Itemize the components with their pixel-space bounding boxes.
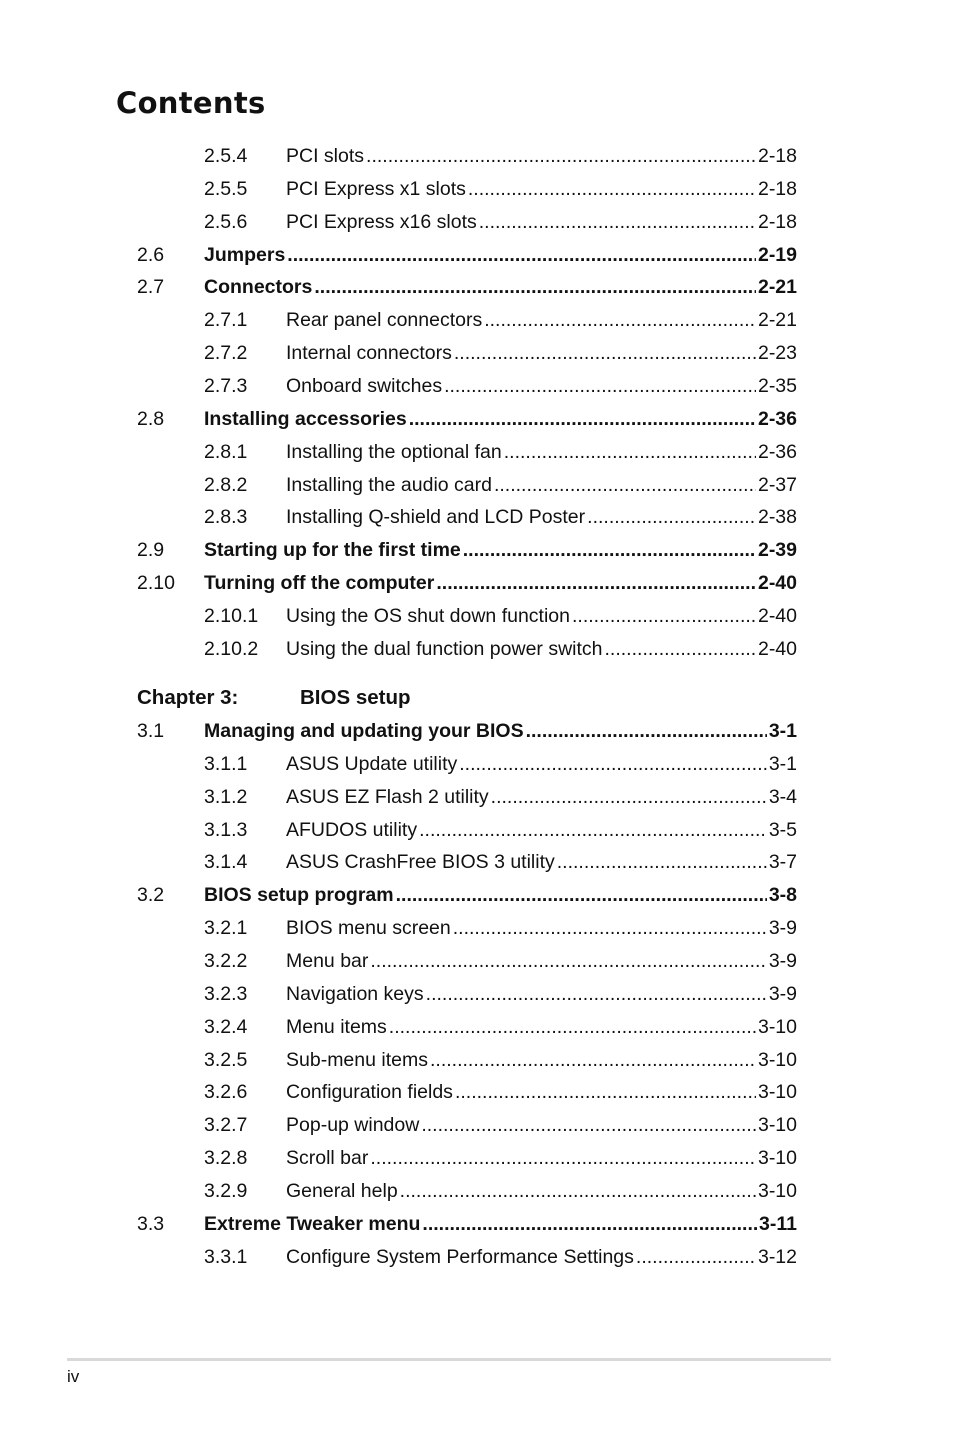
- toc-subsection-entry: [0, 600, 954, 633]
- toc-entry-page: 3-4: [768, 785, 797, 808]
- toc-entry-title: Menu bar: [286, 949, 369, 972]
- toc-entry-page: 2-40: [757, 572, 797, 595]
- toc-subsection-entry: [0, 978, 954, 1011]
- toc-entry-page: 2-18: [757, 145, 797, 167]
- toc-entry-line: [286, 304, 797, 337]
- toc-entry-title: Installing Q-shield and LCD Poster: [286, 506, 586, 529]
- toc-entry-line: [286, 173, 797, 206]
- toc-subsection-entry: [0, 748, 954, 781]
- toc-entry-title: Jumpers: [204, 243, 286, 266]
- toc-entry-title: Starting up for the first time: [204, 539, 461, 562]
- toc-entry-line: [286, 1011, 797, 1044]
- toc-entry-page: 3-10: [757, 1015, 797, 1038]
- toc-entry-line: [286, 1241, 797, 1274]
- toc-entry-title: PCI Express x16 slots: [286, 210, 477, 233]
- dot-leader: [389, 1011, 756, 1044]
- toc-entry-line: [286, 436, 797, 469]
- toc-entry-line: [286, 781, 797, 814]
- toc-entry-number: 3.1.3: [204, 818, 248, 841]
- dot-leader: [422, 1208, 757, 1241]
- toc-entry-line: [204, 271, 797, 304]
- toc-entry-title: Sub-menu items: [286, 1048, 428, 1071]
- toc-entry-number: 2.5.5: [204, 177, 248, 200]
- toc-entry-line: [204, 1208, 797, 1241]
- toc-entry-title: Using the dual function power switch: [286, 637, 603, 660]
- toc-entry-line: [204, 534, 797, 567]
- toc-entry-page: 3-11: [759, 1212, 797, 1235]
- toc-entry-page: 2-23: [757, 342, 797, 365]
- toc-subsection-entry: [0, 1076, 954, 1109]
- dot-leader: [459, 748, 767, 781]
- toc-entry-title: ASUS EZ Flash 2 utility: [286, 785, 489, 808]
- toc-entry-title: BIOS menu screen: [286, 917, 451, 940]
- toc-entry-title: BIOS setup program: [204, 884, 394, 907]
- dot-leader: [409, 403, 756, 436]
- toc-subsection-entry: [0, 945, 954, 978]
- toc-entry-number: 3.2.5: [204, 1048, 248, 1071]
- toc-entry-page: 3-9: [768, 917, 797, 940]
- toc-entry-number: 3.2.8: [204, 1147, 248, 1170]
- toc-entry-number: 3.1.1: [204, 752, 248, 775]
- toc-entry-number: 2.8.2: [204, 473, 248, 496]
- toc-subsection-entry: [0, 206, 954, 239]
- toc-entry-page: 3-10: [757, 1048, 797, 1071]
- toc-entry-page: 3-10: [757, 1114, 797, 1137]
- toc-entry-number: 3.2.7: [204, 1114, 248, 1137]
- toc-entry-page: 2-40: [757, 604, 797, 627]
- dot-leader: [314, 271, 756, 304]
- toc-entry-title: Menu items: [286, 1015, 387, 1038]
- toc-entry-line: [286, 370, 797, 403]
- dot-leader: [484, 304, 756, 337]
- toc-section-entry: [0, 534, 954, 567]
- toc-entry-number: 3.2: [137, 884, 165, 907]
- toc-entry-page: 2-19: [757, 243, 797, 266]
- toc-subsection-entry: [0, 370, 954, 403]
- toc-entry-title: Managing and updating your BIOS: [204, 720, 524, 742]
- toc-subsection-entry: [0, 1109, 954, 1142]
- toc-entry-title: Scroll bar: [286, 1147, 369, 1170]
- dot-leader: [396, 879, 767, 912]
- toc-entry-line: [204, 715, 797, 748]
- toc-entry-number: 2.8.1: [204, 440, 248, 463]
- toc-entry-page: 2-21: [757, 276, 797, 299]
- dot-leader: [494, 469, 756, 502]
- toc-subsection-entry: [0, 846, 954, 879]
- toc-entry-title: Rear panel connectors: [286, 309, 483, 332]
- toc-entry-number: 2.9: [137, 539, 165, 562]
- toc-entry-page: 3-10: [757, 1179, 797, 1202]
- dot-leader: [526, 715, 767, 748]
- toc-entry-line: [286, 337, 797, 370]
- toc-entry-page: 2-18: [757, 177, 797, 200]
- toc-entry-number: 3.1: [137, 720, 165, 742]
- dot-leader: [366, 140, 756, 173]
- toc-subsection-entry: [0, 140, 954, 173]
- toc-entry-number: 3.1.2: [204, 785, 248, 808]
- toc-entry-title: Onboard switches: [286, 374, 443, 397]
- toc-entry-line: [286, 206, 797, 239]
- toc-entry-line: [286, 469, 797, 502]
- toc-entry-title: AFUDOS utility: [286, 818, 418, 841]
- toc-entry-title: Connectors: [204, 276, 313, 299]
- dot-leader: [370, 1142, 756, 1175]
- toc-entry-title: ASUS Update utility: [286, 752, 458, 775]
- toc-entry-page: 2-37: [757, 473, 797, 496]
- dot-leader: [400, 1175, 756, 1208]
- toc-section-entry: [0, 271, 954, 304]
- toc-entry-number: 3.2.6: [204, 1081, 248, 1104]
- toc-entry-title: PCI Express x1 slots: [286, 177, 466, 200]
- toc-entry-page: 2-38: [757, 506, 797, 529]
- chapter-label: Chapter 3:: [137, 686, 239, 709]
- toc-entry-title: Using the OS shut down function: [286, 604, 570, 627]
- dot-leader: [557, 846, 767, 879]
- toc-entry-title: Turning off the computer: [204, 572, 435, 595]
- dot-leader: [468, 173, 756, 206]
- dot-leader: [504, 436, 756, 469]
- toc-entry-number: 2.7.3: [204, 374, 248, 397]
- dot-leader: [463, 534, 756, 567]
- toc-entry-number: 2.7: [137, 276, 165, 299]
- toc-subsection-entry: [0, 781, 954, 814]
- toc-subsection-entry: [0, 1011, 954, 1044]
- toc-entry-line: [286, 1076, 797, 1109]
- toc-subsection-entry: [0, 469, 954, 502]
- toc-entry-number: 2.5.6: [204, 210, 248, 233]
- toc-entry-line: [286, 814, 797, 847]
- toc-entry-line: [286, 140, 797, 173]
- toc-entry-title: Extreme Tweaker menu: [204, 1212, 421, 1235]
- toc-section-entry: [0, 715, 954, 748]
- toc-entry-title: Pop-up window: [286, 1114, 420, 1137]
- dot-leader: [636, 1241, 756, 1274]
- toc-entry-page: 2-21: [757, 309, 797, 332]
- toc-entry-page: 2-36: [757, 440, 797, 463]
- toc-entry-line: [204, 239, 797, 272]
- toc-entry-title: Configure System Performance Settings: [286, 1245, 634, 1268]
- toc-entry-title: Installing the optional fan: [286, 440, 502, 463]
- toc-entry-page: 2-39: [757, 539, 797, 562]
- toc-entry-page: 3-1: [768, 720, 797, 742]
- toc-subsection-entry: [0, 1044, 954, 1077]
- toc-entry-page: 3-10: [757, 1147, 797, 1170]
- toc-entry-number: 3.2.1: [204, 917, 248, 940]
- toc-entry-page: 2-18: [757, 210, 797, 233]
- toc-entry-page: 3-8: [768, 884, 797, 907]
- toc-entry-number: 2.8.3: [204, 506, 248, 529]
- toc-entry-line: [286, 748, 797, 781]
- page-number: iv: [67, 1367, 80, 1386]
- toc-section-entry: [0, 403, 954, 436]
- toc-entry-number: 3.2.4: [204, 1015, 248, 1038]
- dot-leader: [572, 600, 756, 633]
- toc-entry-number: 2.5.4: [204, 145, 248, 167]
- toc-section-entry: [0, 879, 954, 912]
- toc-entry-number: 2.10: [137, 572, 175, 595]
- dot-leader: [287, 239, 756, 272]
- toc-entry-number: 2.7.1: [204, 309, 248, 332]
- dot-leader: [491, 781, 767, 814]
- toc-entry-line: [286, 633, 797, 666]
- toc-subsection-entry: [0, 1175, 954, 1208]
- dot-leader: [421, 1109, 756, 1142]
- chapter-title: BIOS setup: [300, 686, 411, 709]
- toc-section-entry: [0, 239, 954, 272]
- toc-entry-line: [286, 1142, 797, 1175]
- toc-entry-line: [286, 846, 797, 879]
- toc-subsection-entry: [0, 814, 954, 847]
- dot-leader: [453, 912, 767, 945]
- toc-section-entry: [0, 1208, 954, 1241]
- toc-subsection-entry: [0, 912, 954, 945]
- toc-entry-page: 3-5: [768, 818, 797, 841]
- toc-entry-title: PCI slots: [286, 145, 365, 167]
- toc-entry-line: [204, 403, 797, 436]
- toc-entry-title: ASUS CrashFree BIOS 3 utility: [286, 851, 555, 874]
- dot-leader: [587, 501, 756, 534]
- dot-leader: [419, 814, 767, 847]
- toc-entry-line: [286, 600, 797, 633]
- toc-entry-number: 2.10.1: [204, 604, 259, 627]
- toc-entry-title: Installing accessories: [204, 407, 407, 430]
- toc-entry-title: Navigation keys: [286, 982, 424, 1005]
- page-title: Contents: [116, 86, 266, 120]
- chapter-heading: [137, 683, 411, 713]
- toc-entry-page: 3-10: [757, 1081, 797, 1104]
- toc-entry-line: [204, 879, 797, 912]
- toc-entry-page: 3-12: [757, 1245, 797, 1268]
- toc-entry-line: [286, 912, 797, 945]
- dot-leader: [479, 206, 756, 239]
- toc-entry-page: 2-40: [757, 637, 797, 660]
- toc-entry-number: 2.10.2: [204, 637, 259, 660]
- toc-entry-title: Installing the audio card: [286, 473, 492, 496]
- toc-subsection-entry: [0, 337, 954, 370]
- toc-subsection-entry: [0, 1241, 954, 1274]
- dot-leader: [370, 945, 766, 978]
- toc-entry-number: 3.1.4: [204, 851, 248, 874]
- toc-entry-number: 2.6: [137, 243, 165, 266]
- footer-rule: [67, 1358, 831, 1361]
- toc-entry-line: [286, 945, 797, 978]
- toc-entry-page: 3-9: [768, 982, 797, 1005]
- dot-leader: [454, 337, 756, 370]
- toc-entry-number: 3.2.3: [204, 982, 248, 1005]
- toc-entry-line: [286, 1175, 797, 1208]
- toc-subsection-entry: [0, 1142, 954, 1175]
- dot-leader: [436, 567, 756, 600]
- toc-entry-page: 3-9: [768, 949, 797, 972]
- toc-entry-page: 3-1: [768, 752, 797, 775]
- toc-entry-line: [286, 1109, 797, 1142]
- toc-subsection-entry: [0, 173, 954, 206]
- toc-entry-number: 2.7.2: [204, 342, 248, 365]
- toc-entry-number: 2.8: [137, 407, 165, 430]
- dot-leader: [430, 1044, 756, 1077]
- toc-entry-page: 2-35: [757, 374, 797, 397]
- toc-entry-page: 2-36: [757, 407, 797, 430]
- toc-entry-number: 3.3: [137, 1212, 165, 1235]
- toc-entry-number: 3.2.9: [204, 1179, 248, 1202]
- toc-subsection-entry: [0, 633, 954, 666]
- dot-leader: [605, 633, 756, 666]
- toc-subsection-entry: [0, 304, 954, 337]
- toc-entry-page: 3-7: [768, 851, 797, 874]
- dot-leader: [426, 978, 767, 1011]
- toc-entry-line: [204, 567, 797, 600]
- toc-entry-title: Internal connectors: [286, 342, 452, 365]
- toc-entry-number: 3.3.1: [204, 1245, 248, 1268]
- toc-entry-number: 3.2.2: [204, 949, 248, 972]
- toc-entry-title: Configuration fields: [286, 1081, 453, 1104]
- dot-leader: [444, 370, 756, 403]
- toc-subsection-entry: [0, 501, 954, 534]
- toc-entry-line: [286, 978, 797, 1011]
- toc-subsection-entry: [0, 436, 954, 469]
- toc-entry-title: General help: [286, 1179, 398, 1202]
- toc-entry-line: [286, 1044, 797, 1077]
- dot-leader: [455, 1076, 756, 1109]
- toc-entry-line: [286, 501, 797, 534]
- toc-section-entry: [0, 567, 954, 600]
